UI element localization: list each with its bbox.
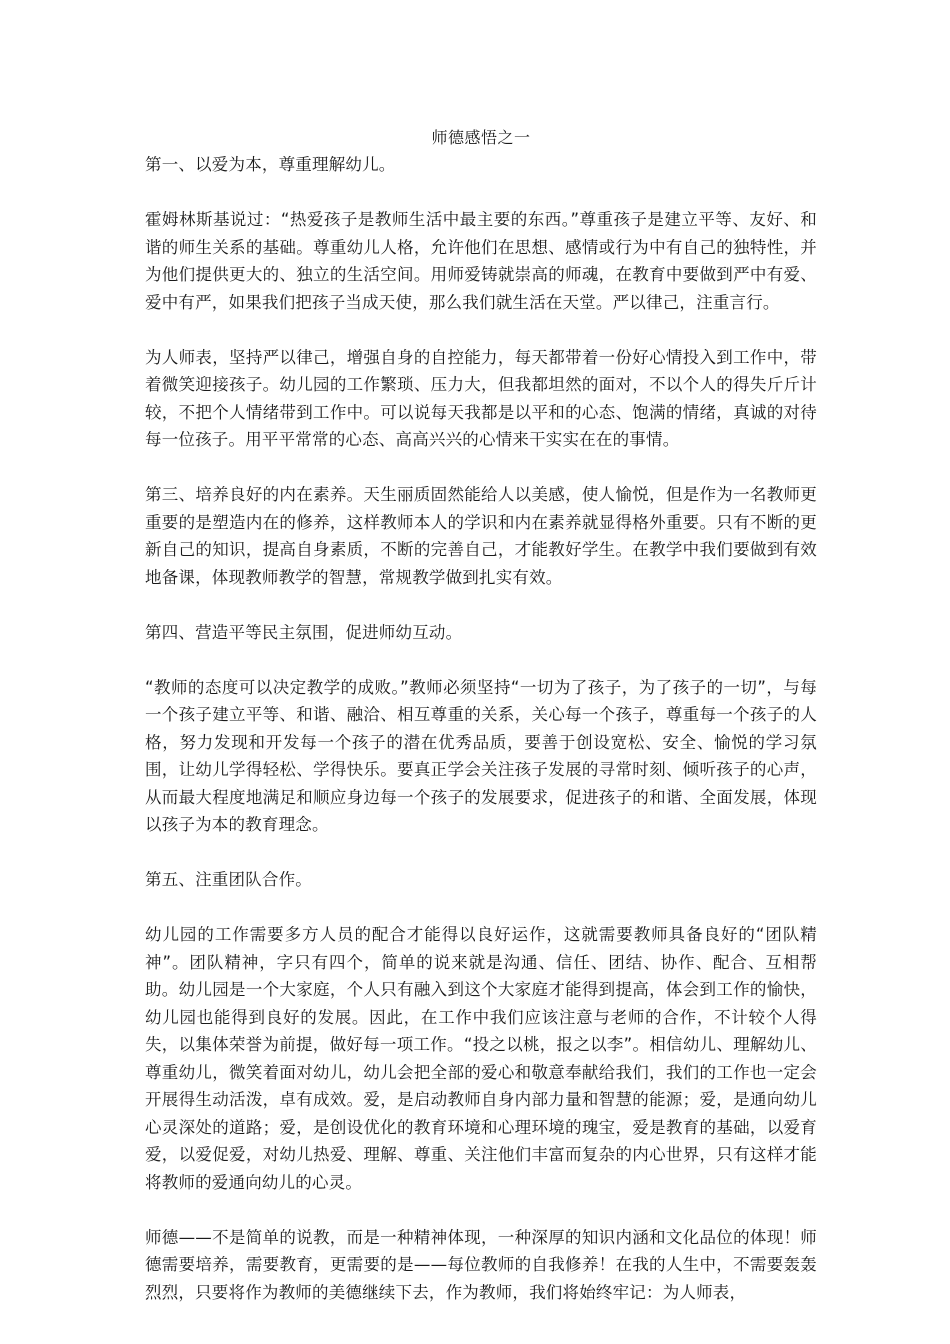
body-paragraph: 霍姆林斯基说过：“热爱孩子是教师生活中最主要的东西。”尊重孩子是建立平等、友好、和谐的师生关系的基础。尊重幼儿人格，允许他们在思想、感情或行为中有自己的独特性，并为他们提供更大的、独立的生活空间。用师爱铸就崇高的师魂，在教育中要做到严中有爱、爱中有严，如果我们把孩子当成天使，那么我们就生活在天堂。严以律己，注重言行。 — [145, 210, 817, 312]
document-page — [145, 126, 817, 1306]
section-heading-4: 第四、营造平等民主氛围，促进师幼互动。 — [145, 622, 463, 642]
body-paragraph: 师德——不是简单的说教，而是一种精神体现，一种深厚的知识内涵和文化品位的体现！师德需要培养，需要教育，更需要的是——每位教师的自我修养！在我的人生中，不需要轰轰烈烈，只要将作为教师的美德继续下去，作为教师，我们将始终牢记：为人师表， — [145, 1227, 817, 1302]
body-paragraph: 幼儿园的工作需要多方人员的配合才能得以良好运作，这就需要教师具备良好的“团队精神”。团队精神，字只有四个，简单的说来就是沟通、信任、团结、协作、配合、互相帮助。幼儿园是一个大家庭，个人只有融入到这个大家庭才能得到提高，体会到工作的愉快，幼儿园也能得到良好的发展。因此，在工作中我们应该注意与老师的合作，不计较个人得失，以集体荣誉为前提，做好每一项工作。“投之以桃，报之以李”。相信幼儿、理解幼儿、尊重幼儿，微笑着面对幼儿，幼儿会把全部的爱心和敬意奉献给我们，我们的工作也一定会开展得生动活泼，卓有成效。爱，是启动教师自身内部力量和智慧的能源；爱，是通向幼儿心灵深处的道路；爱，是创设优化的教育环境和心理环境的瑰宝，爱是教育的基础，以爱育爱，以爱促爱，对幼儿热爱、理解、尊重、关注他们丰富而复杂的内心世界，只有这样才能将教师的爱通向幼儿的心灵。 — [145, 925, 817, 1192]
section-heading-5: 第五、注重团队合作。 — [145, 870, 312, 889]
paragraph-gap — [145, 646, 817, 674]
paragraph-gap — [145, 839, 817, 867]
paragraph-gap — [145, 1196, 817, 1224]
paragraph-gap — [145, 454, 817, 482]
document-title: 师德感悟之一 — [431, 128, 531, 147]
section-heading-1: 第一、以爱为本，尊重理解幼儿。 — [145, 155, 396, 174]
paragraph-gap — [145, 316, 817, 344]
body-paragraph: “教师的态度可以决定教学的成败。”教师必须坚持“一切为了孩子，为了孩子的一切”，与每一个孩子建立平等、和谐、融洽、相互尊重的关系，关心每一个孩子，尊重每一个孩子的人格，努力发现和开发每一个孩子的潜在优秀品质，要善于创设宽松、安全、愉悦的学习氛围，让幼儿学得轻松、学得快乐。要真正学会关注孩子发展的寻常时刻、倾听孩子的心声，从而最大程度地满足和顺应身边每一个孩子的发展要求，促进孩子的和谐、全面发展，体现以孩子为本的教育理念。 — [145, 677, 817, 834]
paragraph-gap — [145, 591, 817, 619]
body-paragraph: 为人师表，坚持严以律己，增强自身的自控能力，每天都带着一份好心情投入到工作中，带着微笑迎接孩子。幼儿园的工作繁琐、压力大，但我都坦然的面对，不以个人的得失斤斤计较，不把个人情绪带到工作中。可以说每天我都是以平和的心态、饱满的情绪，真诚的对待每一位孩子。用平平常常的心态、高高兴兴的心情来干实实在在的事情。 — [145, 347, 817, 449]
paragraph-gap — [145, 179, 817, 207]
body-paragraph: 第三、培养良好的内在素养。天生丽质固然能给人以美感，使人愉悦，但是作为一名教师更重要的是塑造内在的修养，这样教师本人的学识和内在素养就显得格外重要。只有不断的更新自己的知识，提高自身素质，不断的完善自己，才能教好学生。在教学中我们要做到有效地备课，体现教师教学的智慧，常规教学做到扎实有效。 — [145, 485, 817, 587]
paragraph-gap — [145, 894, 817, 922]
